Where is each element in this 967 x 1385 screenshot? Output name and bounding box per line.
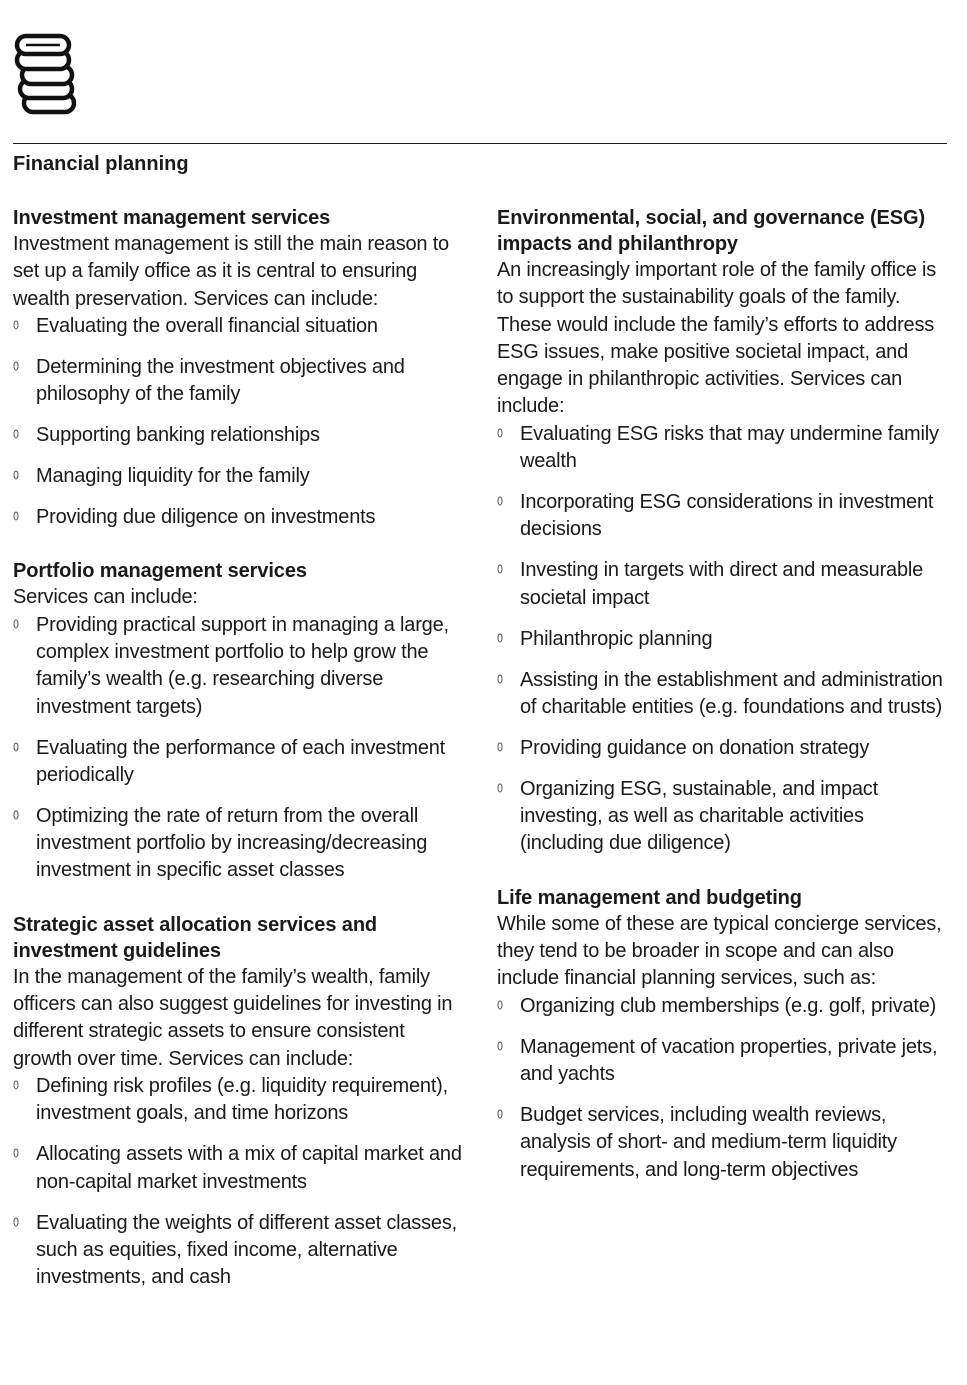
list-item-text: Assisting in the establishment and administration of charitable entities (e.g. foundations and trusts) xyxy=(520,668,943,718)
block-intro: An increasingly important role of the family office is to support the sustainability goals of the family. These would include the family’s efforts to address ESG issues, make positive societal impact, and engage in philanthropic activities. Services can include: xyxy=(497,259,937,418)
block-intro: In the management of the family’s wealth, family officers can also suggest guidelines for investing in different strategic assets to ensure consistent growth over time. Services can include: xyxy=(13,965,453,1070)
block-heading: Portfolio management services xyxy=(13,560,307,583)
bullet-icon xyxy=(497,1041,503,1051)
list-item xyxy=(497,735,947,762)
bullet-icon xyxy=(497,674,503,684)
bullet-icon xyxy=(13,470,19,480)
list-item-text: Providing guidance on donation strategy xyxy=(520,736,870,759)
block-heading: Life management and budgeting xyxy=(497,886,802,909)
block-heading: Strategic asset allocation services and investment guidelines xyxy=(13,913,378,962)
list-item-text: Managing liquidity for the family xyxy=(36,465,310,488)
bullet-icon xyxy=(13,742,19,752)
content-block xyxy=(497,205,947,858)
list-item xyxy=(497,776,947,858)
bullet-icon xyxy=(497,1000,503,1010)
bullet-list xyxy=(497,421,947,858)
bullet-icon xyxy=(497,564,503,574)
list-item-text: Evaluating the overall financial situation xyxy=(36,314,378,337)
content-block xyxy=(13,558,463,884)
list-item-text: Philanthropic planning xyxy=(520,627,713,650)
bullet-icon xyxy=(13,511,19,521)
list-item-text: Providing due diligence on investments xyxy=(36,506,376,529)
bullet-list xyxy=(13,1073,463,1291)
list-item xyxy=(497,421,947,476)
content-block xyxy=(497,885,947,1184)
bullet-icon xyxy=(497,496,503,506)
bullet-icon xyxy=(497,428,503,438)
list-item xyxy=(497,489,947,544)
bullet-icon xyxy=(13,429,19,439)
list-item xyxy=(13,313,463,340)
list-item-text: Providing practical support in managing a large, complex investment portfolio to help grow the family’s wealth (e.g. researching diverse investment targets) xyxy=(36,613,449,718)
bullet-icon xyxy=(497,783,503,793)
list-item-text: Allocating assets with a mix of capital market and non-capital market investments xyxy=(36,1143,462,1193)
list-item-text: Evaluating ESG risks that may undermine family wealth xyxy=(520,422,939,473)
list-item-text: Optimizing the rate of return from the overall investment portfolio by increasing/decreasing investment in specific asset classes xyxy=(36,804,428,882)
list-item xyxy=(13,354,463,409)
list-item xyxy=(13,612,463,721)
list-item xyxy=(13,1073,463,1128)
list-item-text: Investing in targets with direct and measurable societal impact xyxy=(520,559,924,609)
list-item-text: Supporting banking relationships xyxy=(36,424,320,447)
list-item xyxy=(497,557,947,612)
bullet-icon xyxy=(13,1080,19,1090)
left-column xyxy=(13,205,463,1318)
block-intro: While some of these are typical concierge services, they tend to be broader in scope and can also include financial planning services, such as: xyxy=(497,912,942,990)
list-item xyxy=(13,1210,463,1292)
bullet-icon xyxy=(497,742,503,752)
bullet-icon xyxy=(13,619,19,629)
list-item xyxy=(13,1141,463,1196)
bullet-list xyxy=(497,993,947,1184)
list-item xyxy=(497,626,947,653)
bullet-icon xyxy=(13,810,19,820)
list-item-text: Evaluating the performance of each investment periodically xyxy=(36,736,446,786)
section-title: Financial planning xyxy=(13,153,189,175)
bullet-icon xyxy=(13,320,19,330)
list-item-text: Incorporating ESG considerations in investment decisions xyxy=(520,491,934,541)
content-block xyxy=(13,205,463,531)
list-item xyxy=(13,735,463,790)
list-item-text: Management of vacation properties, private jets, and yachts xyxy=(520,1035,938,1085)
bullet-icon xyxy=(13,1217,19,1227)
list-item xyxy=(497,667,947,722)
list-item xyxy=(13,504,463,531)
list-item-text: Evaluating the weights of different asset classes, such as equities, fixed income, alternative investments, and cash xyxy=(36,1211,457,1289)
list-item xyxy=(13,422,463,449)
block-heading: Investment management services xyxy=(13,207,331,229)
list-item-text: Organizing club memberships (e.g. golf, private) xyxy=(520,994,937,1017)
list-item xyxy=(497,1102,947,1184)
bullet-icon xyxy=(13,361,19,371)
list-item-text: Determining the investment objectives and philosophy of the family xyxy=(36,355,405,406)
bullet-icon xyxy=(13,1148,19,1158)
coins-stack-icon xyxy=(14,32,78,118)
list-item-text: Defining risk profiles (e.g. liquidity requirement), investment goals, and time horizons xyxy=(36,1074,448,1125)
block-intro: Services can include: xyxy=(13,586,198,609)
section-divider xyxy=(13,143,947,144)
bullet-list xyxy=(13,612,463,885)
bullet-icon xyxy=(497,633,503,643)
list-item xyxy=(497,993,947,1020)
content-block xyxy=(13,912,463,1292)
block-intro: Investment management is still the main reason to set up a family office as it is central to ensuring wealth preservation. Services can include: xyxy=(13,233,449,310)
bullet-list xyxy=(13,313,463,532)
list-item xyxy=(13,463,463,490)
list-item xyxy=(497,1034,947,1089)
right-column xyxy=(497,205,947,1211)
bullet-icon xyxy=(497,1109,503,1119)
block-heading: Environmental, social, and governance (ESG) impacts and philanthropy xyxy=(497,207,926,255)
list-item-text: Budget services, including wealth reviews, analysis of short- and medium-term liquidity requirements, and long-term objectives xyxy=(520,1103,897,1181)
list-item-text: Organizing ESG, sustainable, and impact investing, as well as charitable activities (including due diligence) xyxy=(520,777,878,855)
list-item xyxy=(13,803,463,885)
